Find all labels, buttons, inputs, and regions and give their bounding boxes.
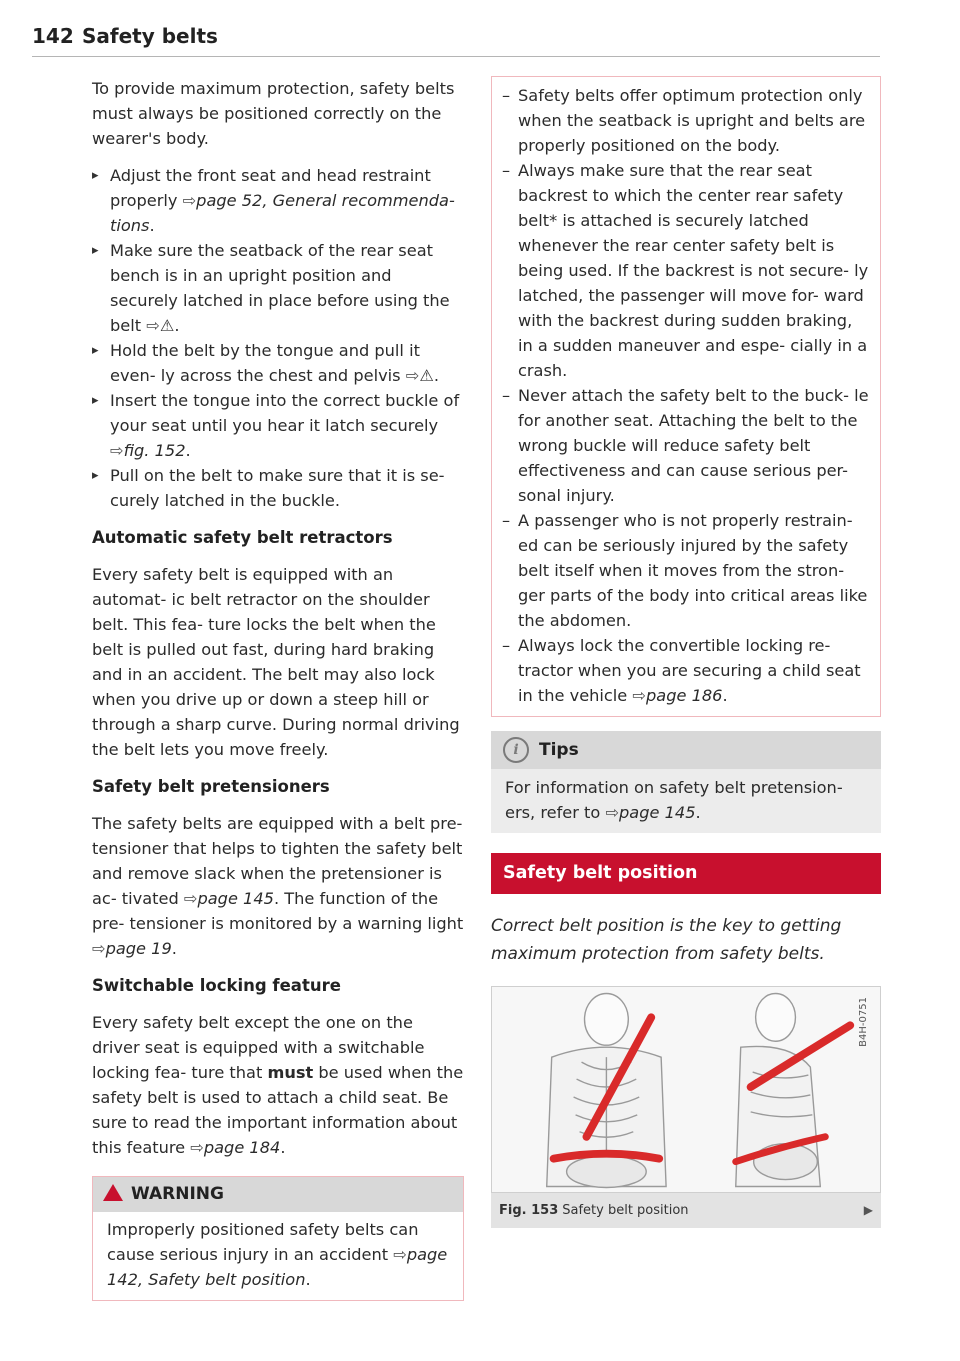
page-link[interactable]: ⇨page 186 — [632, 686, 723, 705]
right-column — [491, 76, 881, 1228]
list-item: – Safety belts offer optimum protection only when the seatback is upright and belts are properly positioned on the body. — [502, 83, 870, 158]
page-link[interactable]: ⇨page 19 — [92, 939, 172, 958]
warning-box — [92, 1176, 464, 1301]
retractors-paragraph: Every safety belt is equipped with an automat- ic belt retractor on the shoulder belt. This fea- ture locks the belt when the belt is pulled out fast, during hard braking and in an accident. The belt may also lock when you drive up or down a steep hill or through a sharp curve. During normal driving the belt lets you move freely. — [92, 565, 460, 759]
tips-box — [491, 731, 881, 833]
page-link[interactable]: ⇨page 52, General recommenda- tions — [110, 191, 455, 235]
continue-arrow-icon: ▶ — [863, 1203, 873, 1217]
list-item: – Never attach the safety belt to the buck- le for another seat. Attaching the belt to the wrong buckle will reduce safety belt effectiveness and can cause serious per- sonal injury. — [502, 383, 870, 508]
locking-paragraph: Every safety belt except the one on the driver seat is equipped with a switchable locking fea- ture that must be used when the safety belt is used to attach a child seat. Be sure to read the important information about this feature ⇨page 184. — [92, 1013, 464, 1157]
figure-code: B4H-0751 — [858, 997, 869, 1047]
figure-illustration — [491, 986, 881, 1193]
page-link[interactable]: ⇨page 145 — [183, 889, 274, 908]
list-item: ▸ Adjust the front seat and head restraint properly ⇨page 52, General recommenda- tions. — [92, 163, 464, 238]
arrow-icon: ⇨ — [405, 366, 420, 385]
retractors-heading: Automatic safety belt retractors — [92, 528, 393, 547]
list-item: ▸ Make sure the seatback of the rear seat bench is in an upright position and securely latched in place before using the belt ⇨⚠. — [92, 238, 464, 338]
warning-header: WARNING — [93, 1177, 463, 1212]
list-item: ▸ Pull on the belt to make sure that it is se- curely latched in the buckle. — [92, 463, 464, 513]
section-title: Safety belts — [82, 24, 218, 48]
arrow-icon: ⇨ — [146, 316, 160, 335]
list-item: – Always make sure that the rear seat backrest to which the center rear safety belt* is attached is securely latched whenever the rear center safety belt is being used. If the backrest is not secure- ly latched, the passenger will move for- ward with the backrest during sudden braking, in a sudden maneuver and espe- cially in a crash. — [502, 158, 870, 383]
page-link[interactable]: ⇨page 142, Safety belt position — [107, 1245, 448, 1289]
list-item: ▸ Hold the belt by the tongue and pull it even- ly across the chest and pelvis ⇨⚠. — [92, 338, 464, 388]
pretensioners-paragraph: The safety belts are equipped with a belt pre- tensioner that helps to tighten the safety belt and remove slack when the pretensioner is ac- tivated ⇨page 145. The function of the pre- tensioner is monitored by a warning light ⇨page 19. — [92, 814, 464, 958]
list-item: – A passenger who is not properly restrain- ed can be seriously injured by the safety belt itself when it moves from the stron- ger parts of the body into critical areas like the abdomen. — [502, 508, 870, 633]
page-number: 142 — [32, 24, 74, 48]
belt-position-illustration — [492, 987, 880, 1192]
info-icon: i — [503, 737, 529, 763]
section-banner: Safety belt position — [491, 853, 881, 894]
warning-list — [502, 83, 870, 708]
figure-caption: Fig. 153 Safety belt position ▶ — [491, 1193, 881, 1228]
page-header — [32, 22, 880, 57]
warning-triangle-icon — [103, 1184, 123, 1201]
left-column — [92, 76, 464, 1301]
figure-link[interactable]: ⇨fig. 152 — [110, 441, 186, 460]
pretensioners-heading: Safety belt pretensioners — [92, 777, 330, 796]
tips-text: For information on safety belt pretension- ers, refer to ⇨page 145. — [505, 778, 843, 822]
locking-heading: Switchable locking feature — [92, 976, 341, 995]
list-item: ▸ Insert the tongue into the correct buckle of your seat until you hear it latch securely ⇨fig. 152. — [92, 388, 464, 463]
page-link[interactable]: ⇨page 184 — [190, 1138, 281, 1157]
instruction-list — [92, 163, 464, 513]
tips-header: i Tips — [491, 731, 881, 769]
list-item: – Always lock the convertible locking re- tractor when you are securing a child seat in the vehicle ⇨page 186. — [502, 633, 870, 708]
warning-link-icon[interactable]: ⚠ — [419, 366, 434, 385]
warning-text: Improperly positioned safety belts can cause serious injury in an accident ⇨page 142, Safety belt position. — [107, 1220, 448, 1289]
section-intro: Correct belt position is the key to getting maximum protection from safety belts. — [491, 916, 842, 964]
warning-continuation-box — [491, 76, 881, 717]
intro-paragraph: To provide maximum protection, safety belts must always be positioned correctly on the wearer's body. — [92, 79, 455, 148]
warning-link-icon[interactable]: ⚠ — [159, 316, 175, 335]
page-link[interactable]: ⇨page 145 — [605, 803, 696, 822]
